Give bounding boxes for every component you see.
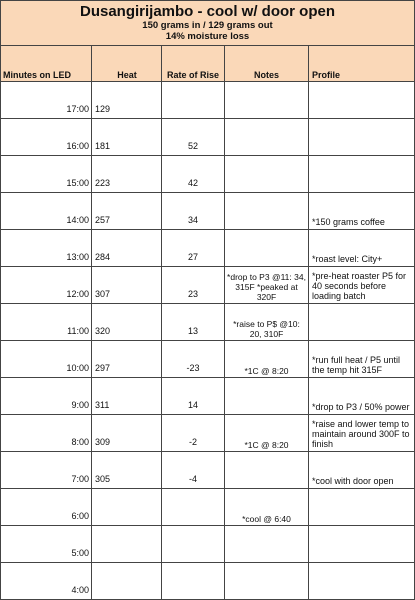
table-row xyxy=(1,341,415,378)
rate-of-rise-cell-text: 23 xyxy=(187,289,198,299)
profile-cell-text: *150 grams coffee xyxy=(312,217,385,227)
notes-cell xyxy=(225,230,309,267)
minutes-cell xyxy=(1,415,92,452)
minutes-cell-text: 10:00 xyxy=(66,363,89,373)
rate-of-rise-cell-text: -4 xyxy=(188,474,197,484)
profile-cell-text: *roast level: City+ xyxy=(312,254,383,264)
sheet-header xyxy=(0,0,415,46)
profile-cell xyxy=(309,119,415,156)
notes-cell xyxy=(225,267,309,304)
profile-cell-text: *run full heat / P5 until the temp hit 315F xyxy=(312,355,401,375)
rate-of-rise-cell xyxy=(162,341,225,378)
minutes-cell-text: 17:00 xyxy=(66,104,89,114)
profile-cell xyxy=(309,304,415,341)
profile-cell xyxy=(309,415,415,452)
minutes-cell xyxy=(1,563,92,600)
column-header-minutes: Minutes on LED xyxy=(1,46,92,82)
roast-log-table xyxy=(0,45,415,600)
minutes-cell xyxy=(1,526,92,563)
weights-subtitle: 150 grams in / 129 grams out xyxy=(142,20,273,31)
heat-cell xyxy=(92,341,162,378)
header-row xyxy=(1,46,415,82)
heat-cell xyxy=(92,378,162,415)
table-row xyxy=(1,415,415,452)
rate-of-rise-cell xyxy=(162,563,225,600)
column-header-rate-of-rise: Rate of Rise xyxy=(162,46,225,82)
rate-of-rise-cell-text: 52 xyxy=(187,141,198,151)
rate-of-rise-cell xyxy=(162,526,225,563)
rate-of-rise-cell xyxy=(162,230,225,267)
profile-cell-text: *pre-heat roaster P5 for 40 seconds before loading batch xyxy=(312,271,407,301)
rate-of-rise-cell-text xyxy=(164,595,222,597)
rate-of-rise-cell-text: 13 xyxy=(187,326,198,336)
notes-cell-text: *1C @ 8:20 xyxy=(244,440,289,450)
minutes-cell xyxy=(1,452,92,489)
heat-cell-text: 320 xyxy=(95,326,111,336)
rate-of-rise-cell xyxy=(162,119,225,156)
table-row xyxy=(1,230,415,267)
minutes-cell xyxy=(1,156,92,193)
rate-of-rise-cell xyxy=(162,378,225,415)
heat-cell xyxy=(92,304,162,341)
column-header-profile: Profile xyxy=(309,46,415,82)
profile-cell-text: *drop to P3 / 50% power xyxy=(312,402,410,412)
rate-of-rise-cell-text: 14 xyxy=(187,400,198,410)
minutes-cell xyxy=(1,230,92,267)
table-row xyxy=(1,193,415,230)
heat-cell-text: 297 xyxy=(95,363,111,373)
minutes-cell-text: 5:00 xyxy=(71,548,89,558)
heat-cell-text: 311 xyxy=(95,400,110,410)
minutes-cell xyxy=(1,378,92,415)
notes-cell xyxy=(225,378,309,415)
heat-cell xyxy=(92,82,162,119)
notes-cell xyxy=(225,193,309,230)
heat-cell-text: 305 xyxy=(95,474,111,484)
profile-cell xyxy=(309,452,415,489)
minutes-cell xyxy=(1,82,92,119)
rate-of-rise-cell-text xyxy=(164,521,222,523)
profile-cell xyxy=(309,267,415,304)
heat-cell xyxy=(92,156,162,193)
rate-of-rise-cell xyxy=(162,193,225,230)
heat-cell-text: 223 xyxy=(95,178,111,188)
table-row xyxy=(1,526,415,563)
minutes-cell-text: 7:00 xyxy=(71,474,89,484)
rate-of-rise-cell-text: 27 xyxy=(187,252,198,262)
heat-cell xyxy=(92,230,162,267)
notes-cell xyxy=(225,341,309,378)
profile-cell-text: *raise and lower temp to maintain around 300F to finish xyxy=(312,419,410,449)
rate-of-rise-cell-text: 42 xyxy=(187,178,198,188)
heat-cell-text xyxy=(95,558,159,560)
column-header-notes: Notes xyxy=(225,46,309,82)
rate-of-rise-cell xyxy=(162,415,225,452)
notes-cell xyxy=(225,82,309,119)
heat-cell-text: 307 xyxy=(95,289,111,299)
minutes-cell-text: 4:00 xyxy=(71,585,89,595)
table-row xyxy=(1,452,415,489)
heat-cell xyxy=(92,452,162,489)
heat-cell xyxy=(92,489,162,526)
rate-of-rise-cell-text: 34 xyxy=(187,215,198,225)
notes-cell-text: *1C @ 8:20 xyxy=(244,366,289,376)
notes-cell-text: *drop to P3 @11: 34, 315F *peaked at 320F xyxy=(227,272,306,302)
heat-cell xyxy=(92,526,162,563)
rate-of-rise-cell-text xyxy=(164,114,222,116)
column-header-heat: Heat xyxy=(92,46,162,82)
rate-of-rise-cell-text: -23 xyxy=(186,363,200,373)
heat-cell-text: 309 xyxy=(95,437,111,447)
minutes-cell-text: 9:00 xyxy=(71,400,89,410)
minutes-cell-text: 15:00 xyxy=(66,178,89,188)
notes-cell xyxy=(225,156,309,193)
minutes-cell xyxy=(1,119,92,156)
profile-cell-text: *cool with door open xyxy=(312,476,394,486)
rate-of-rise-cell xyxy=(162,156,225,193)
table-row xyxy=(1,378,415,415)
notes-cell xyxy=(225,452,309,489)
profile-cell xyxy=(309,378,415,415)
minutes-cell-text: 16:00 xyxy=(66,141,89,151)
notes-cell-text: *cool @ 6:40 xyxy=(242,514,291,524)
notes-cell xyxy=(225,119,309,156)
profile-cell xyxy=(309,489,415,526)
heat-cell-text: 181 xyxy=(95,141,111,151)
table-row xyxy=(1,119,415,156)
notes-cell xyxy=(225,563,309,600)
heat-cell xyxy=(92,563,162,600)
rate-of-rise-cell-text xyxy=(164,558,222,560)
table-row xyxy=(1,267,415,304)
minutes-cell-text: 14:00 xyxy=(66,215,89,225)
profile-cell xyxy=(309,193,415,230)
minutes-cell xyxy=(1,304,92,341)
table-row xyxy=(1,563,415,600)
profile-cell-text xyxy=(312,597,412,599)
sheet-title: Dusangirijambo - cool w/ door open xyxy=(79,3,335,20)
profile-cell xyxy=(309,563,415,600)
rate-of-rise-cell-text: -2 xyxy=(188,437,197,447)
heat-cell xyxy=(92,119,162,156)
heat-cell-text: 284 xyxy=(95,252,111,262)
minutes-cell-text: 12:00 xyxy=(66,289,89,299)
rate-of-rise-cell xyxy=(162,489,225,526)
minutes-cell xyxy=(1,341,92,378)
heat-cell-text: 129 xyxy=(95,104,111,114)
minutes-cell-text: 11:00 xyxy=(67,326,89,336)
rate-of-rise-cell xyxy=(162,452,225,489)
rate-of-rise-cell xyxy=(162,82,225,119)
minutes-cell xyxy=(1,193,92,230)
notes-cell-text xyxy=(227,598,306,599)
rate-of-rise-cell xyxy=(162,267,225,304)
minutes-cell-text: 6:00 xyxy=(71,511,89,521)
minutes-cell-text: 13:00 xyxy=(66,252,89,262)
minutes-cell-text: 8:00 xyxy=(71,437,89,447)
table-row xyxy=(1,82,415,119)
profile-cell xyxy=(309,82,415,119)
rate-of-rise-cell xyxy=(162,304,225,341)
profile-cell xyxy=(309,526,415,563)
notes-cell xyxy=(225,304,309,341)
heat-cell xyxy=(92,415,162,452)
profile-cell xyxy=(309,341,415,378)
heat-cell-text xyxy=(95,595,159,597)
table-row xyxy=(1,489,415,526)
heat-cell xyxy=(92,193,162,230)
heat-cell-text xyxy=(95,521,159,523)
heat-cell-text: 257 xyxy=(95,215,111,225)
notes-cell-text: *raise to P$ @10: 20, 310F xyxy=(233,319,300,339)
heat-cell xyxy=(92,267,162,304)
notes-cell xyxy=(225,415,309,452)
table-row xyxy=(1,156,415,193)
notes-cell xyxy=(225,489,309,526)
minutes-cell xyxy=(1,267,92,304)
table-row xyxy=(1,304,415,341)
moisture-subtitle: 14% moisture loss xyxy=(165,31,250,42)
profile-cell xyxy=(309,156,415,193)
minutes-cell xyxy=(1,489,92,526)
notes-cell xyxy=(225,526,309,563)
profile-cell xyxy=(309,230,415,267)
